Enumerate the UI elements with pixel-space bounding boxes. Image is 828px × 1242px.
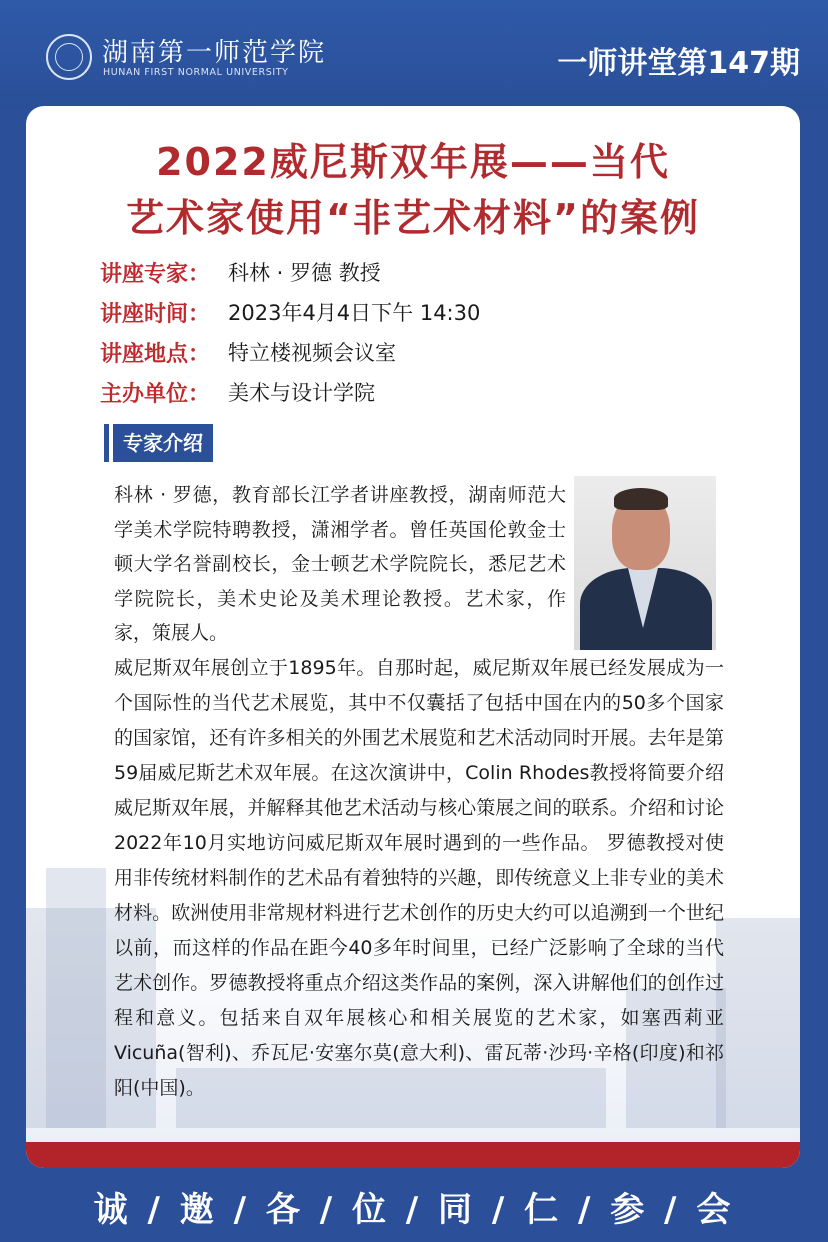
section-title: 专家介绍 [113,424,213,462]
school-name-en: HUNAN FIRST NORMAL UNIVERSITY [103,67,289,78]
poster-card [26,106,800,1168]
header-bar [0,0,828,108]
info-row-location [100,332,480,372]
info-row-organizer [100,372,480,412]
lecture-info [100,252,480,412]
info-value: 美术与设计学院 [228,381,375,405]
lecture-title-line-1: 2022威尼斯双年展——当代 [156,140,670,184]
info-row-time [100,292,480,332]
lecture-description: 威尼斯双年展创立于1895年。自那时起，威尼斯双年展已经发展成为一个国际性的当代艺术展览，其中不仅囊括了包括中国在内的50多个国家的国家馆，还有许多相关的外围艺术展览和艺术活动同时开展。去年是第59届威尼斯艺术双年展。在这次演讲中，Colin Rhodes教授将简要介绍威尼斯双年展，并解释其他艺术活动与核心策展之间的联系。介绍和讨论2022年10月实地访问威尼斯双年展时遇到的一些作品。 罗德教授对使用非传统材料制作的艺术品有着独特的兴趣，即传统意义上非专业的美术材料。欧洲使用非常规材料进行艺术创作的历史大约可以追溯到一个世纪以前，而这样的作品在距今40多年时间里，已经广泛影响了全球的当代艺术创作。罗德教授将重点介绍这类作品的案例，深入讲解他们的创作过程和意义。包括来自双年展核心和相关展览的艺术家，如塞西莉亚Vicuña(智利)、乔瓦尼·安塞尔莫(意大利)、雷瓦蒂·沙玛·辛格(印度)和祁阳(中国)。 [114,657,724,1099]
lecture-title [26,134,800,246]
info-row-speaker [100,252,480,292]
info-value: 2023年4月4日下午 14:30 [228,301,481,325]
lecture-series-label: 一师讲堂第147期 [557,46,800,81]
section-heading [104,424,232,462]
speaker-photo [574,476,716,650]
info-label: 讲座时间： [100,301,211,327]
speaker-bio: 科林 · 罗德，教育部长江学者讲座教授，湖南师范大学美术学院特聘教授，潇湘学者。曾任英国伦敦金士顿大学名誉副校长，金士顿艺术学院院长，悉尼艺术学院院长，美术史论及美术理论教授。艺术家，作家，策展人。 [114,484,566,644]
info-label: 主办单位： [100,381,211,407]
info-value: 特立楼视频会议室 [228,341,396,365]
info-label: 讲座专家： [100,261,211,287]
school-seal-icon [46,34,92,80]
bottom-red-strip [26,1142,800,1168]
lecture-title-line-2: 艺术家使用“非艺术材料”的案例 [126,196,700,240]
section-accent-bar [104,424,109,462]
invitation-banner: 诚 / 邀 / 各 / 位 / 同 / 仁 / 参 / 会 [93,1189,735,1230]
info-value: 科林 · 罗德 教授 [228,261,381,285]
info-label: 讲座地点： [100,341,211,367]
school-name-cn: 湖南第一师范学院 [102,38,327,68]
